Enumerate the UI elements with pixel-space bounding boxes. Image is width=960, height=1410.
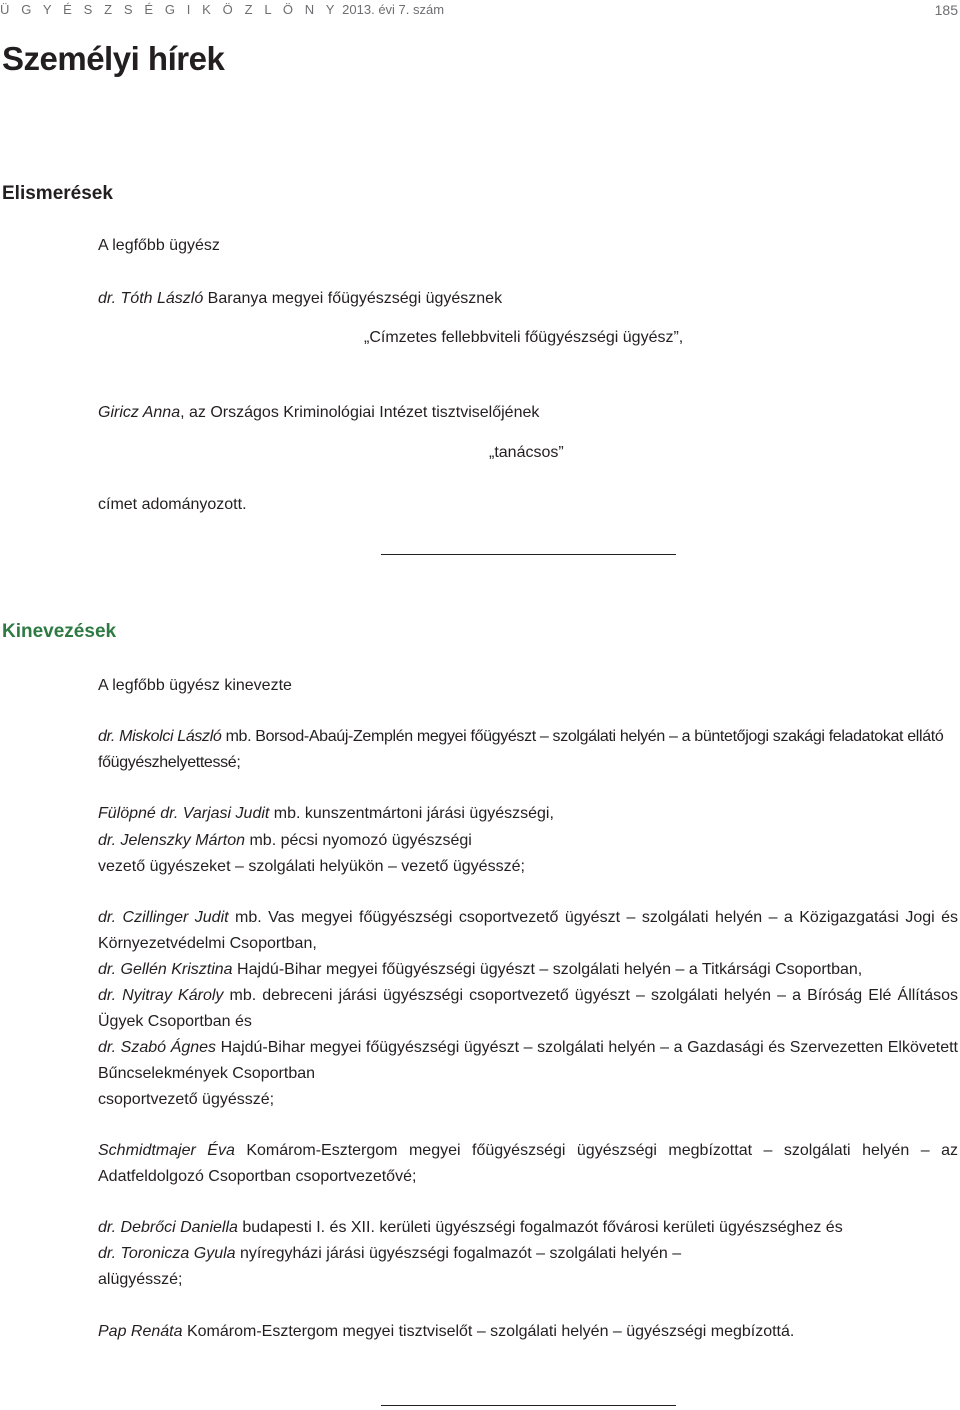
issue-label: 2013. évi 7. szám — [342, 2, 445, 17]
person-name: dr. Miskolci László — [98, 728, 222, 745]
section-divider — [381, 1405, 676, 1406]
appointment-item — [98, 1138, 958, 1190]
appointment-text: Hajdú-Bihar megyei főügyészségi ügyészt – szolgálati helyén – a Gazdasági és Szervezetten Elkövetett Bűncselekmények Csoportban — [98, 1039, 958, 1082]
journal-name: Ü G Y É S Z S É G I K Ö Z L Ö N Y — [0, 2, 339, 17]
appointment-item — [98, 801, 958, 827]
person-name: dr. Jelenszky Márton — [98, 832, 246, 849]
person-name: Giricz Anna — [98, 404, 181, 421]
recognition-item — [98, 400, 539, 426]
section-title-recognitions: Elismerések — [2, 183, 113, 204]
recognition-item — [98, 286, 502, 312]
honorary-title: „Címzetes fellebbviteli főügyészségi ügyész”, — [364, 329, 684, 346]
appointment-item — [98, 1319, 958, 1345]
appointments-intro: A legfőbb ügyész kinevezte — [98, 677, 292, 694]
running-header — [0, 2, 444, 17]
section-title-appointments: Kinevezések — [2, 621, 117, 642]
person-name: dr. Tóth László — [98, 290, 204, 307]
appointment-text: Komárom-Esztergom megyei főügyészségi ügyészségi megbízottat – szolgálati helyén – az Adatfeldolgozó Csoportban csoportvezetővé; — [98, 1142, 958, 1185]
appointment-item — [98, 905, 958, 957]
recognition-text: Baranya megyei főügyészségi ügyésznek — [203, 290, 503, 307]
appointment-text: mb. pécsi nyomozó ügyészségi — [245, 832, 472, 849]
person-name: Pap Renáta — [98, 1323, 183, 1340]
appointment-item — [98, 724, 958, 776]
appointment-item — [98, 983, 958, 1035]
appointment-text-line: vezető ügyészeket – szolgálati helyükön – vezető ügyésszé; — [98, 858, 525, 875]
appointment-text: mb. kunszentmártoni járási ügyészségi, — [269, 805, 554, 822]
page-title: Személyi hírek — [2, 40, 225, 77]
appointment-text: mb. Vas megyei főügyészségi csoportvezető ügyészt – szolgálati helyén – a Közigazgatási Jogi és Környezetvédelmi Csoportban, — [98, 909, 959, 952]
appointment-item — [98, 1035, 958, 1087]
person-name: dr. Szabó Ágnes — [98, 1039, 217, 1056]
person-name: dr. Gellén Krisztina — [98, 961, 233, 978]
appointment-item — [98, 957, 958, 983]
person-name: dr. Debrőci Daniella — [98, 1219, 238, 1236]
appointment-text: Hajdú-Bihar megyei főügyészségi ügyészt – szolgálati helyén – a Titkársági Csoportban, — [232, 961, 863, 978]
recognitions-closing: címet adományozott. — [98, 496, 247, 513]
appointment-text: mb. debreceni járási ügyészségi csoportvezető ügyészt – szolgálati helyén – a Bíróság Elé Állításos Ügyek Csoportban és — [98, 987, 958, 1030]
appointment-text: budapesti I. és XII. kerületi ügyészségi fogalmazót fővárosi kerületi ügyészséghez és — [237, 1219, 843, 1236]
appointment-text: Komárom-Esztergom megyei tisztviselőt – szolgálati helyén – ügyészségi megbízottá. — [182, 1323, 795, 1340]
appointment-text-line: alügyésszé; — [98, 1271, 183, 1288]
appointment-text: mb. Borsod-Abaúj-Zemplén megyei főügyészt – szolgálati helyén – a büntetőjogi szakági feladatokat ellátó főügyészhelyettessé; — [98, 728, 944, 771]
appointment-text-line: csoportvezető ügyésszé; — [98, 1091, 275, 1108]
person-name: dr. Nyitray Károly — [98, 987, 224, 1004]
person-name: dr. Toronicza Gyula — [98, 1245, 236, 1262]
appointment-item — [98, 828, 958, 854]
recognition-text: , az Országos Kriminológiai Intézet tisztviselőjének — [180, 404, 540, 421]
honorary-title: „tanácsos” — [489, 444, 564, 461]
recognitions-intro: A legfőbb ügyész — [98, 237, 220, 254]
person-name: dr. Czillinger Judit — [98, 909, 229, 926]
appointment-item — [98, 1241, 958, 1267]
appointment-text: nyíregyházi járási ügyészségi fogalmazót – szolgálati helyén – — [235, 1245, 682, 1262]
section-divider — [381, 554, 676, 555]
person-name: Schmidtmajer Éva — [98, 1142, 235, 1159]
appointment-item — [98, 1215, 958, 1241]
page-number: 185 — [934, 2, 958, 18]
person-name: Fülöpné dr. Varjasi Judit — [98, 805, 270, 822]
